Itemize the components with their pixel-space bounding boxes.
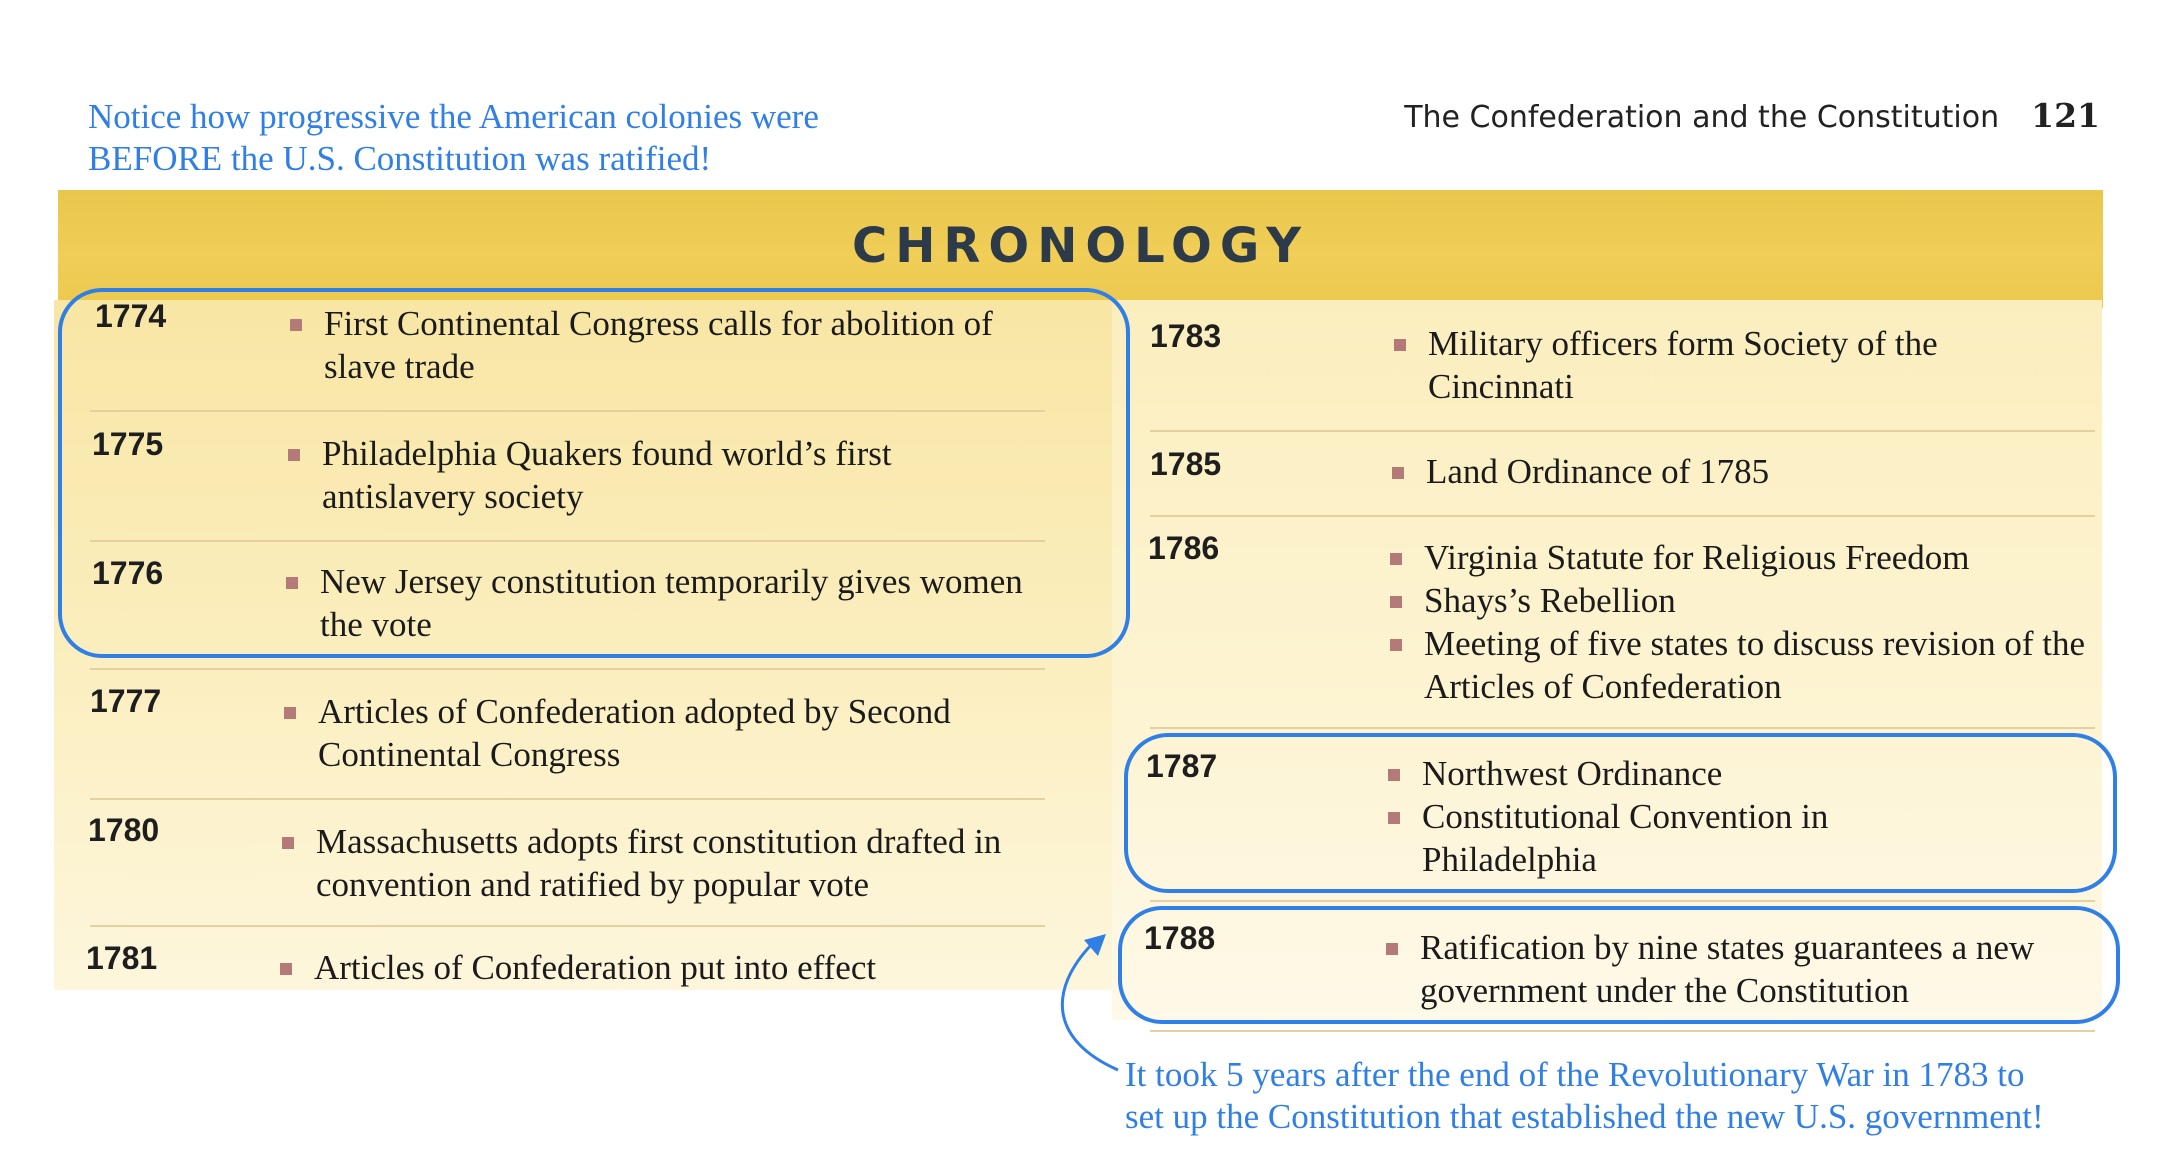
- annotation-top-note: [88, 96, 988, 180]
- divider: [1150, 515, 2095, 517]
- entry-year: 1787: [1146, 748, 1218, 784]
- highlight-box-1788: [1118, 906, 2120, 1024]
- entry-year: 1777: [90, 683, 162, 719]
- entry-year: 1781: [86, 940, 158, 976]
- running-title: The Confederation and the Constitution: [1404, 100, 2000, 135]
- entry-year: 1775: [92, 426, 164, 462]
- page-number: 121: [2031, 96, 2100, 135]
- entry-year: 1783: [1150, 318, 1222, 354]
- divider: [90, 668, 1045, 670]
- event-item: New Jersey constitution temporarily gives women the vote: [286, 560, 1046, 646]
- event-item: Shays’s Rebellion: [1390, 579, 2090, 622]
- divider: [1150, 430, 2095, 432]
- divider: [90, 925, 1045, 927]
- entry-events: [1392, 450, 2082, 493]
- event-item: Constitutional Convention in Philadelphia: [1388, 795, 2008, 881]
- divider: [90, 798, 1045, 800]
- entry-events: [282, 820, 1052, 906]
- event-item: Articles of Confederation adopted by Second Continental Congress: [284, 690, 1044, 776]
- entry-events: [280, 946, 1050, 989]
- entry-events: [284, 690, 1044, 776]
- annotation-line: BEFORE the U.S. Constitution was ratified!: [88, 139, 712, 178]
- highlight-box-1787: [1124, 733, 2117, 893]
- event-item: Virginia Statute for Religious Freedom: [1390, 536, 2090, 579]
- entry-events: [1394, 322, 2084, 408]
- event-item: Philadelphia Quakers found world’s first antislavery society: [288, 432, 1048, 518]
- annotation-line: Notice how progressive the American colonies were: [88, 97, 819, 136]
- event-item: Northwest Ordinance: [1388, 752, 2008, 795]
- entry-year: 1776: [92, 555, 164, 591]
- entry-year: 1786: [1148, 530, 1220, 566]
- running-head: [1370, 96, 2100, 135]
- divider: [1150, 727, 2095, 729]
- banner-title: CHRONOLOGY: [852, 218, 1309, 274]
- entry-events: [1390, 536, 2090, 708]
- event-item: First Continental Congress calls for abolition of slave trade: [290, 302, 1050, 388]
- event-item: Land Ordinance of 1785: [1392, 450, 2082, 493]
- divider: [1150, 900, 2095, 902]
- event-item: Articles of Confederation put into effect: [280, 946, 1050, 989]
- entry-year: 1780: [88, 812, 160, 848]
- annotation-line: It took 5 years after the end of the Revolutionary War in 1783 to: [1125, 1055, 2025, 1094]
- annotation-bottom-note: [1125, 1054, 2145, 1138]
- divider: [1150, 1030, 2095, 1032]
- event-item: Military officers form Society of the Cincinnati: [1394, 322, 2084, 408]
- entry-year: 1774: [95, 298, 167, 334]
- event-item: Ratification by nine states guarantees a new government under the Constitution: [1386, 926, 2086, 1012]
- entry-year: 1785: [1150, 446, 1222, 482]
- entry-year: 1788: [1144, 920, 1216, 956]
- annotation-line: set up the Constitution that established the new U.S. government!: [1125, 1097, 2044, 1136]
- event-item: Meeting of five states to discuss revision of the Articles of Confederation: [1390, 622, 2090, 708]
- highlight-box-1774-1776: [58, 288, 1130, 658]
- event-item: Massachusetts adopts first constitution drafted in convention and ratified by popular vote: [282, 820, 1052, 906]
